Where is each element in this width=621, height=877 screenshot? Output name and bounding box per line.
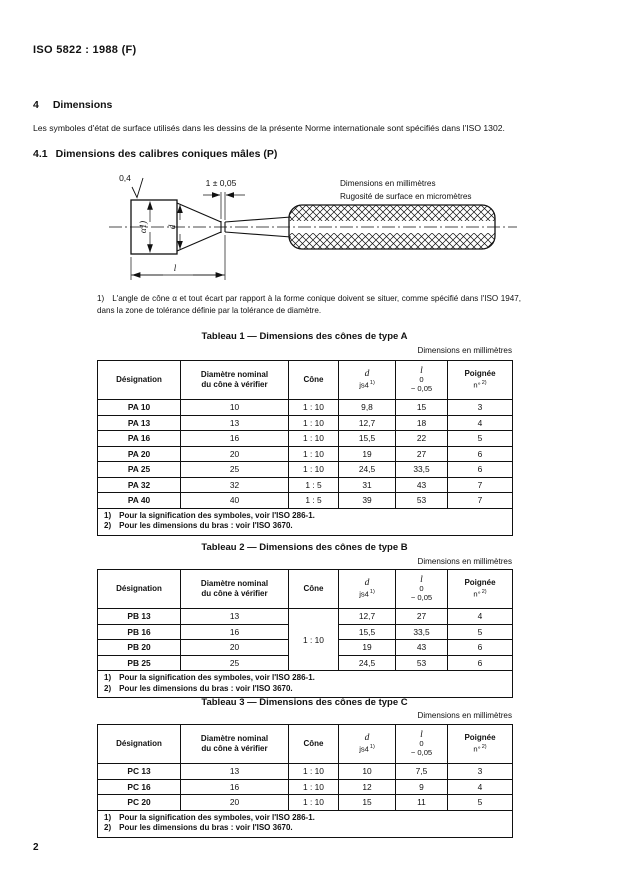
value-cell: 1 : 10 <box>289 764 339 780</box>
section-number: 4 <box>33 99 39 111</box>
value-cell: 12,7 <box>339 609 396 625</box>
col-diametre: Diamètre nominal du cône à vérifier <box>181 725 289 764</box>
table-footnotes-row <box>98 671 513 698</box>
value-cell: 33,5 <box>396 462 448 478</box>
value-cell: 5 <box>448 431 513 447</box>
designation-cell: PA 20 <box>98 446 181 462</box>
value-cell: 4 <box>448 609 513 625</box>
table-row <box>98 493 513 509</box>
section-4-heading <box>33 99 112 111</box>
col-designation: Désignation <box>98 361 181 400</box>
value-cell: 16 <box>181 431 289 447</box>
designation-cell: PB 20 <box>98 640 181 656</box>
table-row <box>98 415 513 431</box>
value-cell: 15 <box>396 400 448 416</box>
figure-footnote <box>97 293 521 316</box>
col-designation: Désignation <box>98 570 181 609</box>
header-row <box>98 725 513 764</box>
table-cones-type-c <box>97 724 513 838</box>
value-cell: 5 <box>448 624 513 640</box>
value-cell: 7 <box>448 477 513 493</box>
designation-cell: PB 16 <box>98 624 181 640</box>
table-footnote: 2) Pour les dimensions du bras : voir l'ISO 3670. <box>104 683 293 693</box>
table-row <box>98 462 513 478</box>
header-row <box>98 570 513 609</box>
value-cell: 24,5 <box>339 462 396 478</box>
value-cell: 5 <box>448 795 513 811</box>
value-cell: 6 <box>448 446 513 462</box>
value-cell: 13 <box>181 415 289 431</box>
value-cell: 19 <box>339 446 396 462</box>
value-cell: 4 <box>448 779 513 795</box>
value-cell: 39 <box>339 493 396 509</box>
value-cell: 16 <box>181 624 289 640</box>
value-cell: 43 <box>396 477 448 493</box>
col-designation: Désignation <box>98 725 181 764</box>
col-d: d js4$^{1)}$ <box>339 570 396 609</box>
alpha-label: α1) <box>138 220 148 234</box>
col-poignee: Poignée n°$^{2)}$ <box>448 725 513 764</box>
table-3-title: Tableau 3 — Dimensions des cônes de type C <box>201 697 408 708</box>
col-diametre: Diamètre nominal du cône à vérifier <box>181 570 289 609</box>
designation-cell: PA 16 <box>98 431 181 447</box>
designation-cell: PB 25 <box>98 655 181 671</box>
table-row <box>98 477 513 493</box>
value-cell: 15,5 <box>339 431 396 447</box>
value-cell: 3 <box>448 400 513 416</box>
designation-cell: PA 32 <box>98 477 181 493</box>
value-cell: 4 <box>448 415 513 431</box>
d-label: d <box>167 224 177 230</box>
table-2-units: Dimensions en millimètres <box>417 557 512 566</box>
value-cell: 6 <box>448 462 513 478</box>
table-cones-type-b <box>97 569 513 698</box>
header-row <box>98 361 513 400</box>
value-cell: 32 <box>181 477 289 493</box>
designation-cell: PC 20 <box>98 795 181 811</box>
figure-units-note <box>340 177 472 203</box>
value-cell: 1 : 10 <box>289 446 339 462</box>
value-cell: 1 : 5 <box>289 493 339 509</box>
value-cell: 27 <box>396 446 448 462</box>
value-cell: 18 <box>396 415 448 431</box>
page-number: 2 <box>33 842 39 853</box>
designation-cell: PA 13 <box>98 415 181 431</box>
value-cell: 15 <box>339 795 396 811</box>
value-cell: 19 <box>339 640 396 656</box>
value-cell: 1 : 10 <box>289 795 339 811</box>
table-row <box>98 446 513 462</box>
table-row <box>98 609 513 625</box>
col-d: d js4$^{1)}$ <box>339 725 396 764</box>
value-cell: 20 <box>181 640 289 656</box>
table-footnotes-row <box>98 508 513 535</box>
roughness-value: 0,4 <box>119 173 131 183</box>
value-cell: 25 <box>181 655 289 671</box>
col-l: l 0 − 0,05 <box>396 570 448 609</box>
col-d: d js4$^{1)}$ <box>339 361 396 400</box>
value-cell: 11 <box>396 795 448 811</box>
col-poignee: Poignée n°$^{2)}$ <box>448 570 513 609</box>
table-1-title: Tableau 1 — Dimensions des cônes de type A <box>201 331 408 342</box>
value-cell: 40 <box>181 493 289 509</box>
table-row <box>98 779 513 795</box>
table-row <box>98 400 513 416</box>
value-cell: 6 <box>448 655 513 671</box>
section-number: 4.1 <box>33 148 48 160</box>
value-cell: 10 <box>181 400 289 416</box>
value-cell: 22 <box>396 431 448 447</box>
value-cell: 33,5 <box>396 624 448 640</box>
value-cell: 13 <box>181 609 289 625</box>
section-title: Dimensions des calibres coniques mâles (P) <box>55 148 278 160</box>
table-footnote: 2) Pour les dimensions du bras : voir l'ISO 3670. <box>104 521 293 530</box>
value-cell: 3 <box>448 764 513 780</box>
section-title: Dimensions <box>52 99 113 111</box>
table-footnote: 1) Pour la signification des symboles, voir l'ISO 286-1. <box>104 510 315 520</box>
table-row <box>98 795 513 811</box>
value-cell: 53 <box>396 493 448 509</box>
table-3-units: Dimensions en millimètres <box>417 711 512 720</box>
col-cone: Cône <box>289 570 339 609</box>
standard-reference: ISO 5822 : 1988 (F) <box>33 44 137 56</box>
value-cell: 24,5 <box>339 655 396 671</box>
table-footnotes-row <box>98 810 513 837</box>
value-cell: 10 <box>339 764 396 780</box>
value-cell: 9 <box>396 779 448 795</box>
designation-cell: PC 13 <box>98 764 181 780</box>
table-2-title: Tableau 2 — Dimensions des cônes de type B <box>201 542 408 553</box>
table-1-units: Dimensions en millimètres <box>417 346 512 355</box>
value-cell: 16 <box>181 779 289 795</box>
designation-cell: PA 40 <box>98 493 181 509</box>
section-4-1-heading <box>33 148 277 160</box>
col-poignee: Poignée n°$^{2)}$ <box>448 361 513 400</box>
value-cell: 6 <box>448 640 513 656</box>
table-footnote: 1) Pour la signification des symboles, voir l'ISO 286-1. <box>104 812 315 822</box>
value-cell: 1 : 10 <box>289 779 339 795</box>
band-extension-lines <box>221 192 225 220</box>
value-cell: 15,5 <box>339 624 396 640</box>
table-row <box>98 764 513 780</box>
col-l: l 0 − 0,05 <box>396 725 448 764</box>
value-cell: 1 : 10 <box>289 415 339 431</box>
value-cell: 1 : 10 <box>289 431 339 447</box>
value-cell: 20 <box>181 446 289 462</box>
value-cell: 9,8 <box>339 400 396 416</box>
value-cell: 25 <box>181 462 289 478</box>
designation-cell: PC 16 <box>98 779 181 795</box>
value-cell: 1 : 10 <box>289 400 339 416</box>
intro-paragraph: Les symboles d'état de surface utilisés dans les dessins de la présente Norme internationale sont spécifiés dans l'ISO 1302. <box>33 123 505 133</box>
value-cell: 13 <box>181 764 289 780</box>
designation-cell: PA 10 <box>98 400 181 416</box>
value-cell: 1 : 10 <box>289 462 339 478</box>
designation-cell: PA 25 <box>98 462 181 478</box>
roughness-icon <box>132 178 143 198</box>
units-note-line: Dimensions en millimètres <box>340 179 436 188</box>
band-dim-label: 1 ± 0,05 <box>205 178 237 188</box>
value-cell: 7 <box>448 493 513 509</box>
table-footnote: 2) Pour les dimensions du bras : voir l'ISO 3670. <box>104 823 293 832</box>
col-l: l 0 − 0,05 <box>396 361 448 400</box>
value-cell: 1 : 10 <box>289 609 339 671</box>
value-cell: 12 <box>339 779 396 795</box>
units-note-line: Rugosité de surface en micromètres <box>340 192 472 201</box>
col-diametre: Diamètre nominal du cône à vérifier <box>181 361 289 400</box>
value-cell: 20 <box>181 795 289 811</box>
footnote-marker: 1) <box>97 294 105 303</box>
value-cell: 43 <box>396 640 448 656</box>
value-cell: 53 <box>396 655 448 671</box>
value-cell: 31 <box>339 477 396 493</box>
designation-cell: PB 13 <box>98 609 181 625</box>
value-cell: 1 : 5 <box>289 477 339 493</box>
col-cone: Cône <box>289 725 339 764</box>
table-cones-type-a <box>97 360 513 536</box>
value-cell: 7,5 <box>396 764 448 780</box>
value-cell: 27 <box>396 609 448 625</box>
value-cell: 12,7 <box>339 415 396 431</box>
col-cone: Cône <box>289 361 339 400</box>
footnote-text: L'angle de cône α et tout écart par rapport à la forme conique doivent se situer, comme spécifié dans l'ISO 1947, dans la zone de tolérance définie par la tolérance de diamètre. <box>97 294 521 315</box>
table-row <box>98 431 513 447</box>
table-footnote: 1) Pour la signification des symboles, voir l'ISO 286-1. <box>104 673 315 682</box>
l-label: l <box>173 263 177 273</box>
